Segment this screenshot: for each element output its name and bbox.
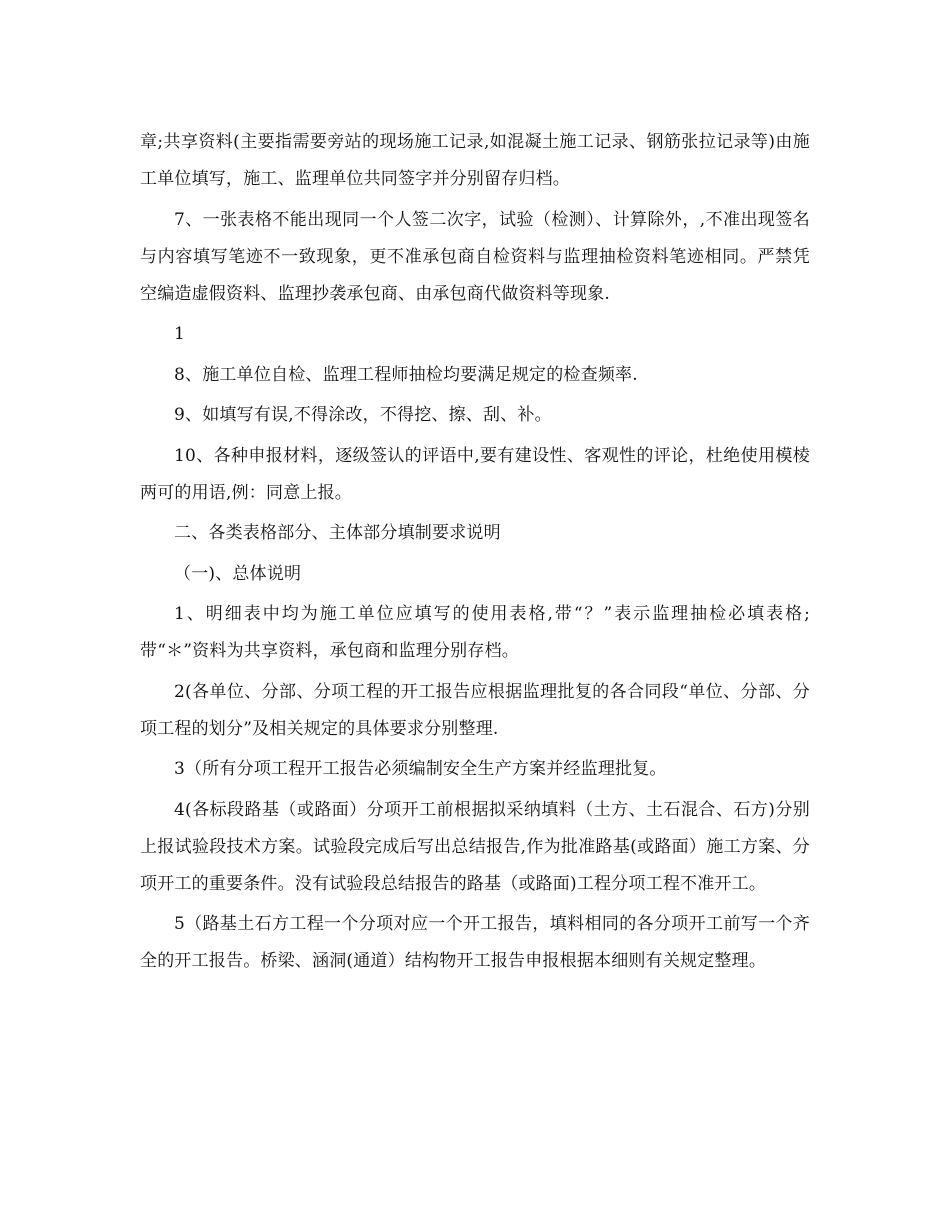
paragraph-general-4: 4(各标段路基（或路面）分项开工前根据拟采纳填料（土方、土石混合、石方)分别上报试验段技术方案。试验段完成后写出总结报告,作为批准路基(或路面）施工方案、分项开工的重要条件。没有试验段总结报告的路基（或路面)工程分项工程不准开工。 [140, 799, 810, 894]
paragraph-general-1: 1、明细表中均为施工单位应填写的使用表格,带“？”表示监理抽检必填表格;带“＊”资料为共享资料，承包商和监理分别存档。 [140, 604, 810, 661]
document-body [140, 124, 810, 984]
paragraph-general-3: 3（所有分项工程开工报告必须编制安全生产方案并经监理批复。 [174, 759, 667, 779]
page-number: 1 [174, 324, 186, 344]
paragraph-general-5: 5（路基土石方工程一个分项对应一个开工报告，填料相同的各分项开工前写一个齐全的开工报告。桥梁、涵洞(通道）结构物开工报告申报根据本细则有关规定整理。 [140, 914, 810, 971]
paragraph-continuation: 章;共享资料(主要指需要旁站的现场施工记录,如混凝土施工记录、钢筋张拉记录等)由施工单位填写，施工、监理单位共同签字并分别留存归档。 [140, 132, 810, 189]
paragraph-item-10: 10、各种申报材料，逐级签认的评语中,要有建设性、客观性的评论，杜绝使用模棱两可的用语,例：同意上报。 [140, 445, 810, 503]
paragraph-item-9: 9、如填写有误,不得涂改，不得挖、擦、刮、补。 [174, 405, 552, 425]
paragraph-general-2: 2(各单位、分部、分项工程的开工报告应根据监理批复的各合同段“单位、分部、分项工程的划分”及相关规定的具体要求分别整理. [140, 681, 810, 739]
paragraph-item-7: 7、一张表格不能出现同一个人签二次字，试验（检测）、计算除外，,不准出现签名与内容填写笔迹不一致现象，更不准承包商自检资料与监理抽检资料笔迹相同。严禁凭空编造虚假资料、监理抄袭承包商、由承包商代做资料等现象. [140, 209, 810, 304]
section-heading-2: 二、各类表格部分、主体部分填制要求说明 [174, 523, 501, 543]
subsection-heading-1: （一)、总体说明 [174, 563, 302, 584]
paragraph-item-8: 8、施工单位自检、监理工程师抽检均要满足规定的检查频率. [174, 364, 638, 385]
